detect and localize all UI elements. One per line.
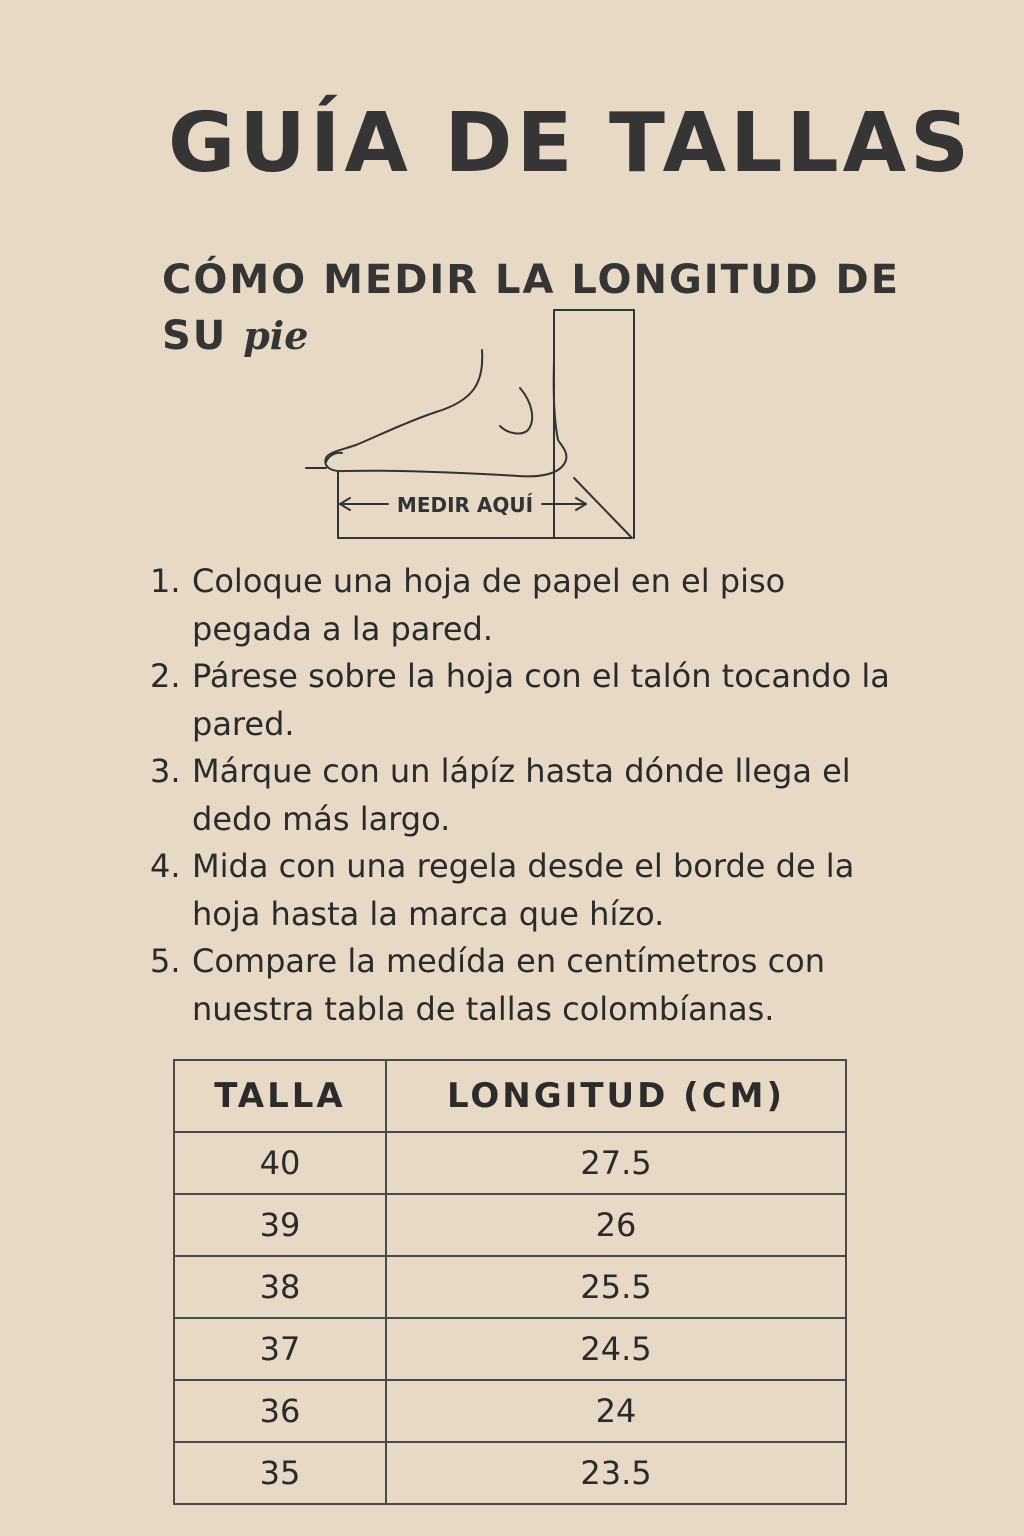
step-number: 5. (150, 942, 181, 980)
length-cell: 23.5 (386, 1442, 846, 1504)
table-row (174, 1256, 846, 1318)
step-number: 2. (150, 657, 181, 695)
table-header-row (174, 1060, 846, 1132)
table-row (174, 1132, 846, 1194)
measure-here-label: MEDIR AQUÍ (396, 493, 534, 517)
size-cell: 36 (174, 1380, 386, 1442)
page-title: GUÍA DE TALLAS (168, 96, 974, 191)
subtitle-emphasis: pie (243, 313, 309, 358)
foot-measure-diagram (296, 300, 646, 545)
list-item (150, 558, 910, 653)
table-row (174, 1442, 846, 1504)
size-cell: 39 (174, 1194, 386, 1256)
size-table (173, 1059, 847, 1505)
length-cell: 24.5 (386, 1318, 846, 1380)
step-number: 4. (150, 847, 181, 885)
instructions-list (150, 558, 910, 1033)
foot-outline-icon (325, 350, 566, 476)
size-cell: 35 (174, 1442, 386, 1504)
list-item (150, 843, 910, 938)
size-cell: 40 (174, 1132, 386, 1194)
header-longitud: LONGITUD (CM) (386, 1060, 846, 1132)
size-cell: 38 (174, 1256, 386, 1318)
header-talla: TALLA (174, 1060, 386, 1132)
length-cell: 25.5 (386, 1256, 846, 1318)
list-item (150, 748, 910, 843)
step-number: 3. (150, 752, 181, 790)
step-text: Márque con un lápíz hasta dónde llega el dedo más largo. (192, 752, 851, 838)
step-text: Mida con una regela desde el borde de la hoja hasta la marca que hízo. (192, 847, 855, 933)
length-cell: 24 (386, 1380, 846, 1442)
step-number: 1. (150, 562, 181, 600)
table-row (174, 1194, 846, 1256)
size-cell: 37 (174, 1318, 386, 1380)
list-item (150, 938, 910, 1033)
step-text: Compare la medída en centímetros con nuestra tabla de tallas colombíanas. (192, 942, 826, 1028)
step-text: Coloque una hoja de papel en el piso pegada a la pared. (192, 562, 786, 648)
length-cell: 27.5 (386, 1132, 846, 1194)
length-cell: 26 (386, 1194, 846, 1256)
list-item (150, 653, 910, 748)
subtitle-main: CÓMO MEDIR LA LONGITUD DE SU (162, 257, 901, 359)
step-text: Párese sobre la hoja con el talón tocando la pared. (192, 657, 890, 743)
ankle-curve (500, 388, 532, 433)
table-row (174, 1380, 846, 1442)
table-row (174, 1318, 846, 1380)
toe-mark (306, 453, 342, 468)
